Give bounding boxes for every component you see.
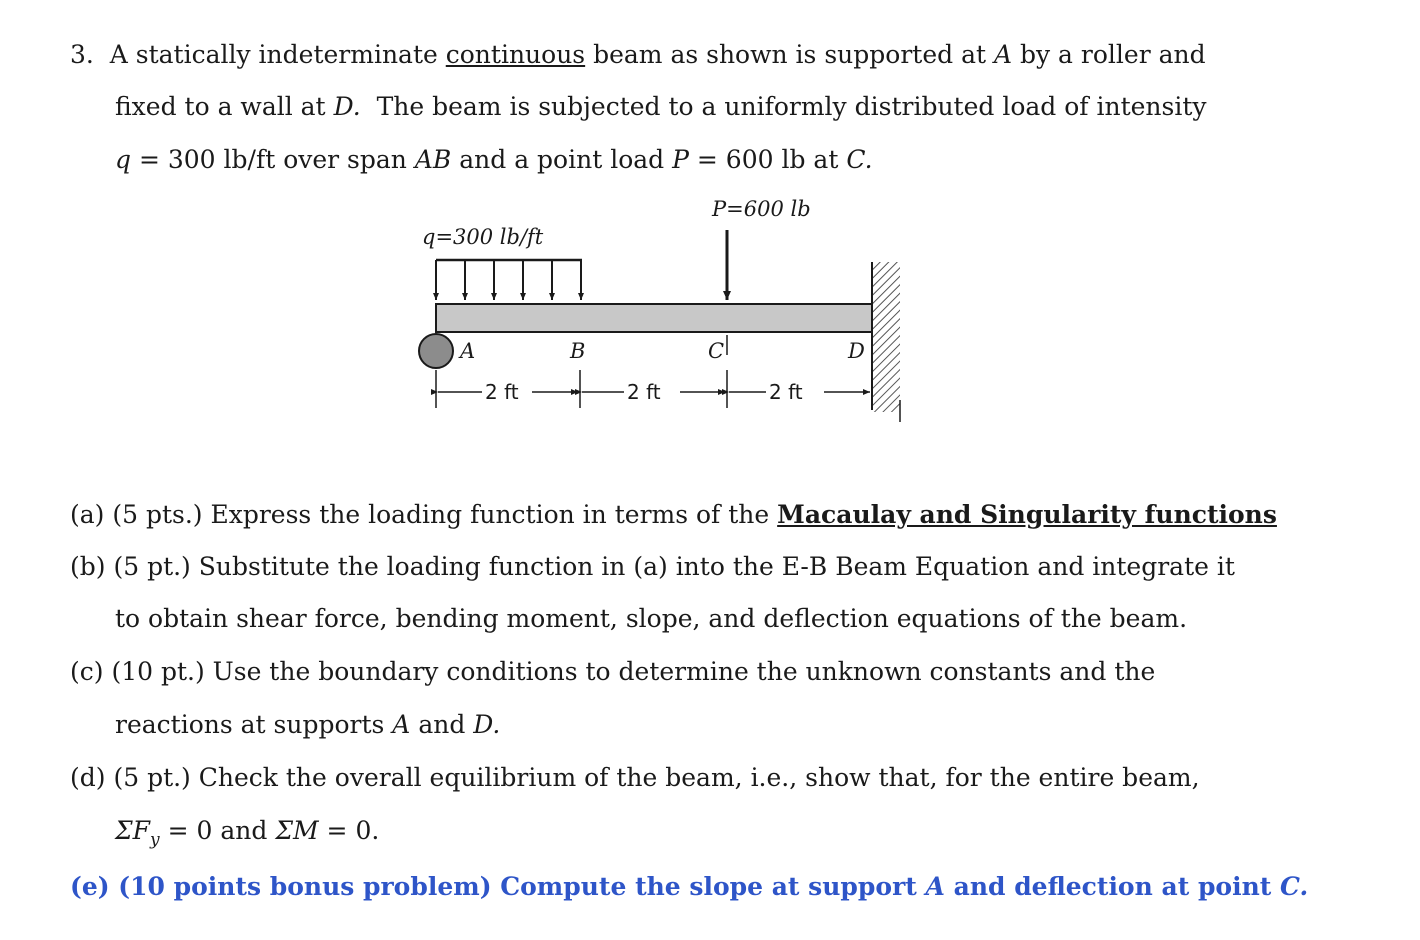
part-c-text: and [418,710,466,739]
intro-text: A statically indeterminate [109,40,438,69]
span-ab-ref: AB [414,145,452,174]
roller-support [419,334,453,368]
distributed-load-arrows [436,260,582,300]
problem-line-3 [115,145,873,175]
part-b-line-1 [70,552,1235,582]
problem-line-1 [70,40,1206,70]
intro-text: and a point load [459,145,665,174]
point-a-ref: A [993,40,1013,69]
subscript-y: y [150,830,160,850]
part-b-line-2 [115,604,1187,634]
q-symbol: q [115,145,132,174]
beam [436,304,872,332]
part-d-line-1 [70,763,1200,793]
part-e-text: and deflection at point [953,872,1272,901]
label-b: B [570,339,586,363]
part-b-text: to obtain shear force, bending moment, slope, and deflection equations of the beam. [115,604,1188,633]
intro-text: The beam is subjected to a uniformly distributed load of intensity [376,92,1207,121]
span-bc-dim: 2 ft [627,380,661,404]
part-e-text: (e) (10 points bonus problem) Compute the slope at support [70,872,917,901]
problem-line-2 [115,92,1207,122]
point-load-label: P=600 lb [712,197,811,221]
part-c-line-2 [115,710,500,740]
span-cd-dim: 2 ft [769,380,803,404]
part-d-text: = 0 and [167,816,268,845]
part-a-emphasis: Macaulay and Singularity functions [777,500,1277,529]
part-b-text: (b) (5 pt.) Substitute the loading function in (a) into the E-B Beam Equation and integrate it [70,552,1235,581]
part-d-text: = 0. [326,816,380,845]
part-d-text: (d) (5 pt.) Check the overall equilibrium of the beam, i.e., show that, for the entire beam, [70,763,1200,792]
distributed-load-label: q=300 lb/ft [422,225,544,249]
continuous-underlined: continuous [445,40,586,69]
part-a-text: (a) (5 pts.) Express the loading function in terms of the [70,500,770,529]
intro-text: fixed to a wall at [115,92,326,121]
beam-diagram [400,190,920,440]
part-d-line-2 [115,816,379,855]
part-c-text: (c) (10 pt.) Use the boundary conditions to determine the unknown constants and the [70,657,1156,686]
q-equation: = 300 lb/ft over span [138,145,407,174]
label-c: C [708,339,725,363]
intro-text: beam as shown is supported at [593,40,987,69]
point-a-ref: A [925,872,945,901]
point-c-ref: C. [846,145,873,174]
part-c-text: reactions at supports [115,710,385,739]
part-e-bonus [70,872,1308,902]
part-a [70,500,1277,530]
sum-moments-symbol: ΣM [275,816,319,845]
point-d-ref: D. [473,710,501,739]
label-a: A [460,339,476,363]
intro-text: by a roller and [1019,40,1206,69]
fixed-wall [872,262,900,412]
problem-number: 3. [70,40,94,69]
point-d-ref: D. [333,92,361,121]
label-d: D [848,339,865,363]
point-a-ref: A [392,710,411,739]
part-c-line-1 [70,657,1155,687]
point-c-ref: C. [1280,872,1309,901]
p-symbol: P [672,145,689,174]
sum-forces-symbol: ΣF [115,816,151,845]
p-equation: = 600 lb at [696,145,839,174]
span-ab-dim: 2 ft [485,380,519,404]
